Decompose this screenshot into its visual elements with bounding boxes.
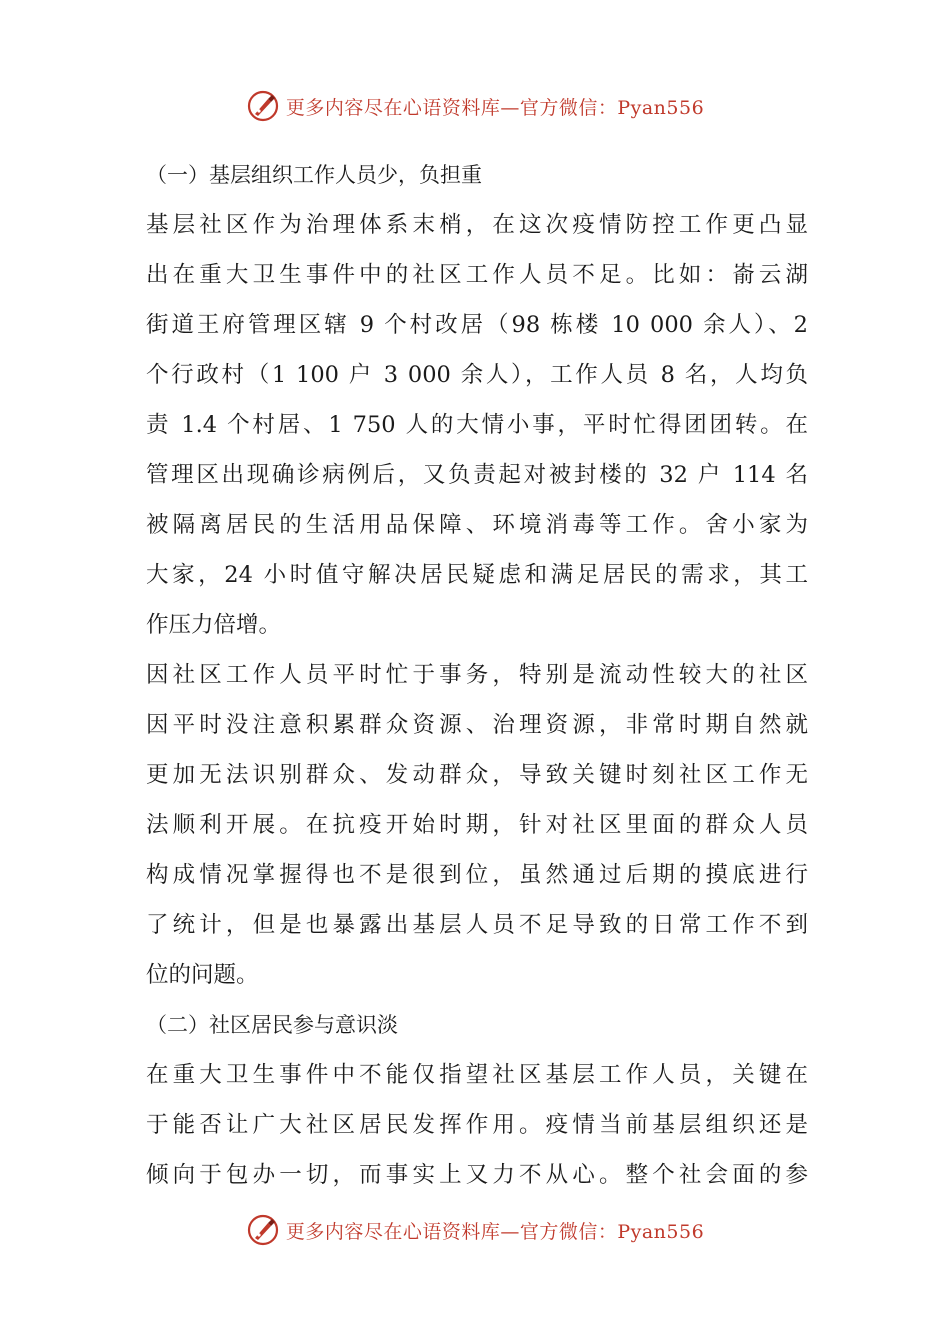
paragraph-line: 了统计，但是也暴露出基层人员不足导致的日常工作不到 <box>146 912 808 938</box>
paragraph-line: 被隔离居民的生活用品保障、环境消毒等工作。舍小家为 <box>146 512 808 538</box>
section-heading: （一）基层组织工作人员少，负担重 <box>146 163 482 187</box>
section-heading: （二）社区居民参与意识淡 <box>146 1013 398 1037</box>
pen-nib-seal-icon <box>246 1213 280 1247</box>
paragraph-line: 个行政村（1 100 户 3 000 余人），工作人员 8 名，人均负 <box>146 362 808 388</box>
pen-nib-seal-icon <box>246 89 280 123</box>
paragraph-line: 法顺利开展。在抗疫开始时期，针对社区里面的群众人员 <box>146 812 808 838</box>
watermark-text: 更多内容尽在心语资料库—官方微信：Pyan556 <box>285 96 705 119</box>
paragraph-line: 责 1.4 个村居、1 750 人的大情小事，平时忙得团团转。在 <box>146 412 808 438</box>
paragraph-line: 作压力倍增。 <box>146 612 282 638</box>
document-body <box>146 150 808 1200</box>
paragraph-line: 街道王府管理区辖 9 个村改居（98 栋楼 10 000 余人）、2 <box>146 312 808 338</box>
paragraph-line: 基层社区作为治理体系末梢，在这次疫情防控工作更凸显 <box>146 212 808 238</box>
paragraph-line: 因平时没注意积累群众资源、治理资源，非常时期自然就 <box>146 712 808 738</box>
paragraph-line: 管理区出现确诊病例后，又负责起对被封楼的 32 户 114 名 <box>146 462 808 488</box>
paragraph-line: 在重大卫生事件中不能仅指望社区基层工作人员，关键在 <box>146 1062 808 1088</box>
paragraph-line: 出在重大卫生事件中的社区工作人员不足。比如：嵛云湖 <box>146 262 808 288</box>
paragraph-line: 更加无法识别群众、发动群众，导致关键时刻社区工作无 <box>146 762 808 788</box>
paragraph-line: 因社区工作人员平时忙于事务，特别是流动性较大的社区 <box>146 662 808 688</box>
paragraph-line: 位的问题。 <box>146 962 259 988</box>
footer-watermark-banner <box>0 1208 950 1252</box>
paragraph-line: 构成情况掌握得也不是很到位，虽然通过后期的摸底进行 <box>146 862 808 888</box>
paragraph-line: 于能否让广大社区居民发挥作用。疫情当前基层组织还是 <box>146 1112 808 1138</box>
paragraph-line: 倾向于包办一切，而事实上又力不从心。整个社会面的参 <box>146 1162 808 1188</box>
header-watermark-banner <box>0 84 950 128</box>
paragraph-line: 大家，24 小时值守解决居民疑虑和满足居民的需求，其工 <box>146 562 808 588</box>
watermark-text: 更多内容尽在心语资料库—官方微信：Pyan556 <box>285 1220 705 1243</box>
